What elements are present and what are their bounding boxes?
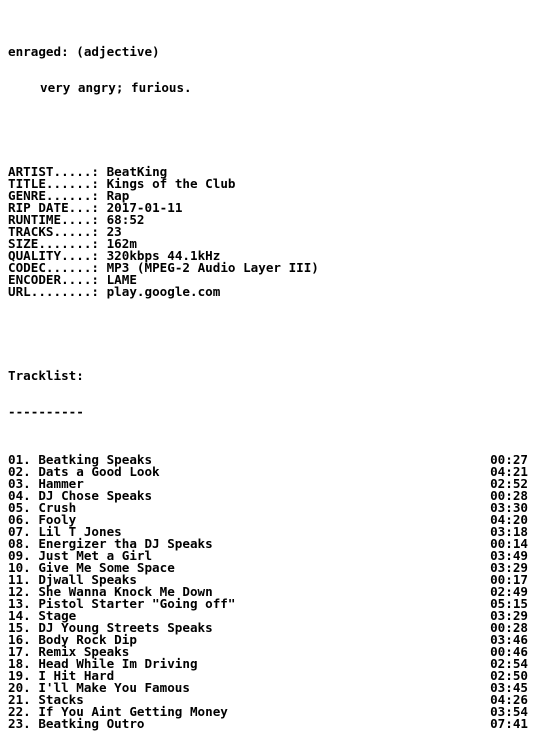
info-key: GENRE......: (8, 188, 99, 203)
track-title: 05. Crush (8, 500, 77, 515)
info-value: BeatKing (106, 164, 168, 179)
track-row (8, 538, 528, 550)
track-row (8, 490, 528, 502)
track-row (8, 466, 528, 478)
track-duration: 00:14 (490, 536, 528, 551)
tracklist (8, 454, 528, 730)
track-title: 22. If You Aint Getting Money (8, 704, 228, 719)
track-title: 12. She Wanna Knock Me Down (8, 584, 213, 599)
track-duration: 03:46 (490, 632, 528, 647)
info-value: MP3 (MPEG-2 Audio Layer III) (106, 260, 319, 275)
info-key: URL........: (8, 284, 99, 299)
info-key: ARTIST.....: (8, 164, 99, 179)
track-row (8, 634, 528, 646)
track-duration: 07:41 (490, 716, 528, 731)
track-row (8, 706, 528, 718)
info-row (8, 286, 528, 298)
track-title: 13. Pistol Starter "Going off" (8, 596, 236, 611)
track-duration: 04:21 (490, 464, 528, 479)
track-row (8, 682, 528, 694)
track-duration: 03:54 (490, 704, 528, 719)
track-title: 15. DJ Young Streets Speaks (8, 620, 213, 635)
track-duration: 00:17 (490, 572, 528, 587)
track-row (8, 646, 528, 658)
track-title: 11. Djwall Speaks (8, 572, 137, 587)
track-title: 17. Remix Speaks (8, 644, 130, 659)
info-value: 162m (106, 236, 137, 251)
track-duration: 02:52 (490, 476, 528, 491)
track-title: 07. Lil T Jones (8, 524, 122, 539)
track-title: 10. Give Me Some Space (8, 560, 175, 575)
info-value: LAME (106, 272, 137, 287)
info-value: 23 (106, 224, 122, 239)
track-duration: 03:45 (490, 680, 528, 695)
track-duration: 02:49 (490, 584, 528, 599)
track-title: 09. Just Met a Girl (8, 548, 153, 563)
info-key: CODEC......: (8, 260, 99, 275)
info-value: 320kbps 44.1kHz (106, 248, 221, 263)
track-row (8, 598, 528, 610)
info-key: RIP DATE...: (8, 200, 99, 215)
track-title: 08. Energizer tha DJ Speaks (8, 536, 213, 551)
track-duration: 04:26 (490, 692, 528, 707)
info-key: SIZE.......: (8, 236, 99, 251)
info-key: ENCODER....: (8, 272, 99, 287)
info-key: TITLE......: (8, 176, 99, 191)
track-row (8, 562, 528, 574)
info-key: QUALITY....: (8, 248, 99, 263)
track-title: 16. Body Rock Dip (8, 632, 137, 647)
info-value: 68:52 (106, 212, 145, 227)
info-key: TRACKS.....: (8, 224, 99, 239)
track-duration: 02:50 (490, 668, 528, 683)
track-duration: 03:30 (490, 500, 528, 515)
track-duration: 00:28 (490, 620, 528, 635)
track-duration: 02:54 (490, 656, 528, 671)
track-row (8, 658, 528, 670)
track-row (8, 622, 528, 634)
track-duration: 05:15 (490, 596, 528, 611)
tracklist-heading: Tracklist: (8, 368, 84, 383)
nfo-document (8, 22, 528, 742)
track-title: 20. I'll Make You Famous (8, 680, 190, 695)
release-info (8, 166, 528, 298)
track-row (8, 718, 528, 730)
track-duration: 03:29 (490, 608, 528, 623)
track-title: 23. Beatking Outro (8, 716, 145, 731)
definition-meaning: very angry; furious. (40, 80, 192, 95)
track-duration: 03:49 (490, 548, 528, 563)
track-title: 03. Hammer (8, 476, 84, 491)
track-title: 02. Dats a Good Look (8, 464, 160, 479)
track-duration: 00:28 (490, 488, 528, 503)
track-title: 19. I Hit Hard (8, 668, 115, 683)
info-value: Rap (106, 188, 130, 203)
track-duration: 04:20 (490, 512, 528, 527)
info-key: RUNTIME....: (8, 212, 99, 227)
track-row (8, 670, 528, 682)
track-title: 04. DJ Chose Speaks (8, 488, 153, 503)
definition-term: enraged: (adjective) (8, 44, 160, 59)
info-value: 2017-01-11 (106, 200, 183, 215)
track-duration: 00:46 (490, 644, 528, 659)
track-row (8, 502, 528, 514)
tracklist-rule: ---------- (8, 404, 84, 419)
track-row (8, 550, 528, 562)
track-title: 01. Beatking Speaks (8, 452, 153, 467)
info-value: Kings of the Club (106, 176, 236, 191)
track-duration: 03:18 (490, 524, 528, 539)
track-row (8, 574, 528, 586)
track-title: 06. Fooly (8, 512, 77, 527)
track-title: 21. Stacks (8, 692, 84, 707)
track-duration: 00:27 (490, 452, 528, 467)
track-row (8, 694, 528, 706)
track-title: 14. Stage (8, 608, 77, 623)
track-title: 18. Head While Im Driving (8, 656, 198, 671)
spacer (8, 334, 528, 346)
spacer (8, 118, 528, 130)
track-duration: 03:29 (490, 560, 528, 575)
info-value: play.google.com (106, 284, 221, 299)
track-row (8, 610, 528, 622)
track-row (8, 586, 528, 598)
